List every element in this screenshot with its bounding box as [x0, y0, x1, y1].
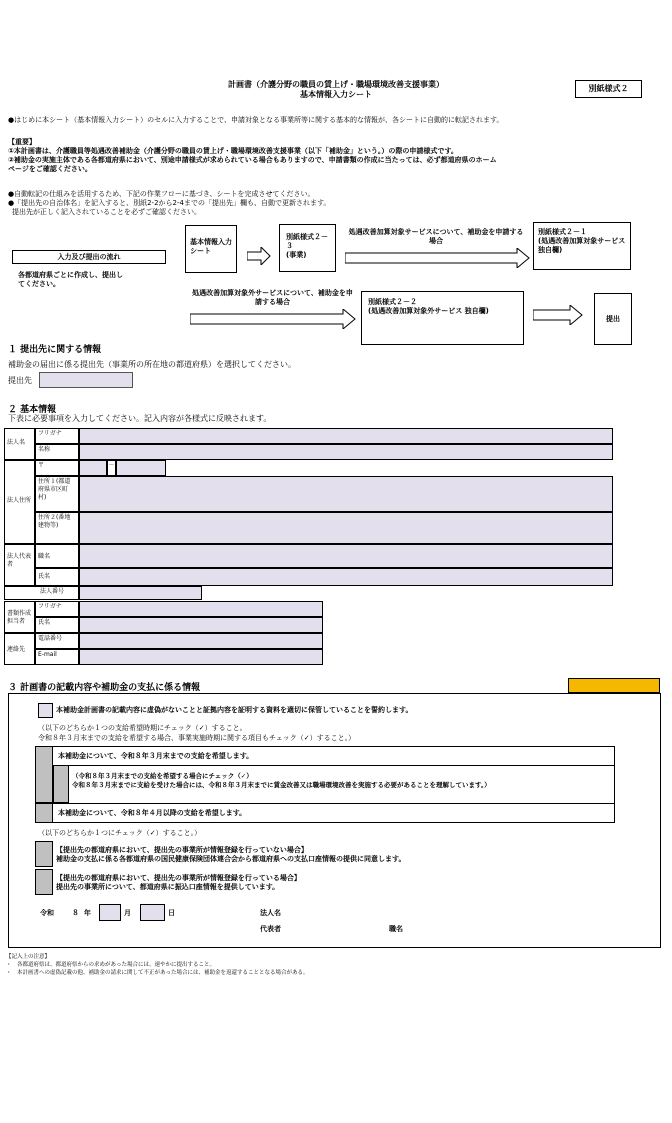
corp-name-label: 法人名	[4, 428, 35, 460]
flow-box-basic-info: 基本情報入力シート	[185, 225, 237, 273]
flow-note: 各都道府県ごとに作成し、提出してください。	[18, 271, 123, 288]
date-day-unit: 日	[168, 909, 175, 917]
important-notice	[8, 138, 663, 174]
opt1-sub-line1: （令和８年３月末までの支給を希望する場合にチェック（✓）	[72, 772, 253, 780]
email-label: E-mail	[35, 649, 79, 665]
flow-box-2-2	[361, 291, 524, 345]
pay2-line-a: 【提出先の都道府県において、提出先の事業所が情報登録を行っている場合】	[56, 874, 301, 882]
payment1-checkbox[interactable]	[35, 841, 53, 867]
important-heading: 【重要】	[8, 138, 36, 146]
timing-note-a: （以下のどちらか１つの支給希望時期にチェック（✓）すること。	[38, 724, 247, 732]
opt1-sub-text	[72, 772, 612, 790]
name-label: 名称	[35, 444, 79, 460]
footer-notes	[6, 953, 666, 977]
address1-label: 住所１(都道府県市区町村)	[35, 476, 79, 512]
sign-rep-label: 代表者	[260, 925, 281, 933]
auto-line-2: ●「提出先の自治体名」を記入すると、別紙2-2から2-4までの「提出先」欄も、自動で更新されます。	[8, 199, 331, 207]
date-year: ８	[72, 909, 79, 917]
footer-heading: 【記入上の注意】	[6, 954, 51, 960]
section1-desc: 補助金の届出に係る提出先（事業所の所在地の都道府県）を選択してください。	[8, 360, 296, 369]
address2-input[interactable]	[79, 512, 613, 544]
payment2-text	[56, 874, 616, 892]
opt1-text: 本補助金について、令和８年３月末までの支給を希望します。	[58, 752, 254, 760]
contact-label: 連絡先	[4, 633, 35, 665]
opt2-checkbox[interactable]	[35, 803, 53, 823]
date-year-unit: 年	[84, 909, 91, 917]
status-highlight	[568, 678, 660, 693]
destination-label: 提出先	[8, 376, 32, 385]
payment-note: （以下のどちらか１つにチェック（✓）すること。）	[38, 829, 202, 837]
sign-corp-label: 法人名	[260, 909, 281, 917]
rep-name-label: 氏名	[35, 568, 79, 586]
phone-input[interactable]	[79, 633, 323, 649]
pay2-line-b: 提出先の事業所について、都道府県に振込口座情報を提供しています。	[56, 883, 280, 891]
officer-furigana-label: フリガナ	[35, 601, 79, 617]
opt1-sub-line2: 令和８年３月末までに支給を受けた場合には、令和８年３月末までに賃金改善又は職場環境改善を実施する必要があることを理解しています。）	[72, 781, 491, 789]
form-number-badge: 別紙様式２	[575, 80, 642, 98]
pledge-text: 本補助金計画書の記載内容に虚偽がないことと証拠内容を証明する資料を適切に保管していることを誓約します。	[56, 706, 413, 714]
postal-label: 〒	[35, 460, 79, 476]
officer-name-input[interactable]	[79, 617, 323, 633]
corp-number-input[interactable]	[79, 586, 202, 600]
email-input[interactable]	[79, 649, 323, 665]
flow-label: 入力及び提出の流れ	[12, 250, 166, 264]
flow-condition-1: 処遇改善加算対象サービスについて、補助金を申請する場合	[348, 228, 524, 245]
postal-dash: －	[107, 460, 116, 476]
flow-box-2-3	[279, 224, 336, 272]
day-input[interactable]	[140, 904, 165, 921]
address1-input[interactable]	[79, 476, 613, 512]
arrow-icon	[533, 305, 583, 325]
postal-code-2-input[interactable]	[116, 460, 166, 476]
important-line-3: ページをご確認ください。	[8, 165, 92, 173]
rep-name-input[interactable]	[79, 568, 613, 586]
title-line-2: 基本情報入力シート	[300, 90, 372, 99]
arrow-icon	[190, 309, 356, 329]
rep-title-input[interactable]	[79, 544, 613, 568]
date-era: 令和	[40, 909, 54, 917]
arrow-icon	[345, 248, 530, 268]
auto-transfer-notes	[8, 190, 663, 217]
box3-line2: (処遇改善加算対象サービス 独自欄)	[538, 237, 626, 254]
sign-title-label: 職名	[389, 925, 403, 933]
flow-condition-2: 処遇改善加算対象外サービスについて、補助金を申請する場合	[192, 289, 353, 306]
rep-title-label: 職名	[35, 544, 79, 568]
date-month-unit: 月	[124, 909, 131, 917]
auto-line-3: 提出先が正しく記入されていることを必ずご確認ください。	[12, 208, 201, 216]
footer-note-1: ・ 各都道府県は、都道府県からの求めがあった場合には、速やかに提出すること。	[6, 962, 215, 968]
flow-box-2-1	[533, 222, 631, 270]
box4-line2: (処遇改善加算対象外サービス 独自欄)	[368, 307, 489, 315]
representative-label: 法人代表者	[4, 544, 35, 586]
box2-line2: (事業)	[286, 251, 307, 259]
month-input[interactable]	[99, 904, 121, 921]
section2-heading: ２ 基本情報	[8, 405, 57, 415]
box2-line1: 別紙様式２－３	[286, 233, 328, 250]
phone-label: 電話番号	[35, 633, 79, 649]
section1-heading: １ 提出先に関する情報	[8, 345, 102, 355]
officer-name-label: 氏名	[35, 617, 79, 633]
opt2-text: 本補助金について、令和８年４月以降の支給を希望します。	[58, 809, 247, 817]
officer-label: 書類作成担当者	[4, 601, 35, 633]
opt1-sub-checkbox[interactable]	[53, 765, 69, 803]
corp-number-label: 法人番号	[4, 586, 79, 600]
pay1-line-b: 補助金の支払に係る各都道府県の国民健康保険団体連合会から都道府県への支払口座情報の提供に同意します。	[56, 855, 406, 863]
opt1-checkbox[interactable]	[35, 746, 53, 803]
timing-note-b: 令和８年３月末までの支給を希望する場合、事業実施時期に関する項目もチェック（✓）すること。）	[38, 734, 356, 742]
destination-select[interactable]	[39, 372, 133, 388]
pay1-line-a: 【提出先の都道府県において、提出先の事業所が情報登録を行っていない場合】	[56, 846, 308, 854]
important-line-2: ②補助金の実施主体である各都道府県において、別途申請様式が求められている場合もありますので、申請書類の作成に当たっては、必ず都道府県のホーム	[8, 156, 497, 164]
corp-furigana-input[interactable]	[79, 428, 613, 444]
section3-heading: ３ 計画書の記載内容や補助金の支払に係る情報	[8, 683, 201, 693]
intro-text: ●はじめに本シート（基本情報入力シート）のセルに入力することで、申請対象となる事業所等に関する基本的な情報が、各シートに自動的に転記されます。	[8, 116, 504, 124]
page-title	[0, 80, 672, 100]
postal-code-1-input[interactable]	[79, 460, 107, 476]
payment2-checkbox[interactable]	[35, 869, 53, 895]
payment1-text	[56, 846, 616, 864]
footer-note-2: ・ 本計画書への虚偽記載の他、補助金の請求に関して不正があった場合には、補助金を返還することとなる場合がある。	[6, 970, 309, 976]
important-line-1: ①本計画書は、介護職員等処遇改善補助金（介護分野の職員の賃上げ・職場環境改善支援事業（以下「補助金」という。）の際の申請様式です。	[8, 147, 458, 155]
corp-name-input[interactable]	[79, 444, 613, 460]
title-line-1: 計画書（介護分野の職員の賃上げ・職場環境改善支援事業）	[228, 80, 444, 89]
auto-line-1: ●自動転記の仕組みを活用するため、下記の作業フローに基づき、シートを完成させてください。	[8, 190, 315, 198]
flow-box-submit: 提出	[594, 293, 632, 345]
address2-label: 住所２(番地建物等)	[35, 512, 79, 544]
pledge-checkbox[interactable]	[38, 703, 53, 718]
box4-line1: 別紙様式２－２	[368, 298, 417, 306]
officer-furigana-input[interactable]	[79, 601, 323, 617]
furigana-label: フリガナ	[35, 428, 79, 444]
arrow-icon	[247, 247, 271, 265]
section2-desc: 下表に必要事項を入力してください。記入内容が各様式に反映されます。	[8, 414, 272, 423]
box3-line1: 別紙様式２－１	[538, 228, 587, 236]
corp-address-label: 法人住所	[4, 460, 35, 544]
